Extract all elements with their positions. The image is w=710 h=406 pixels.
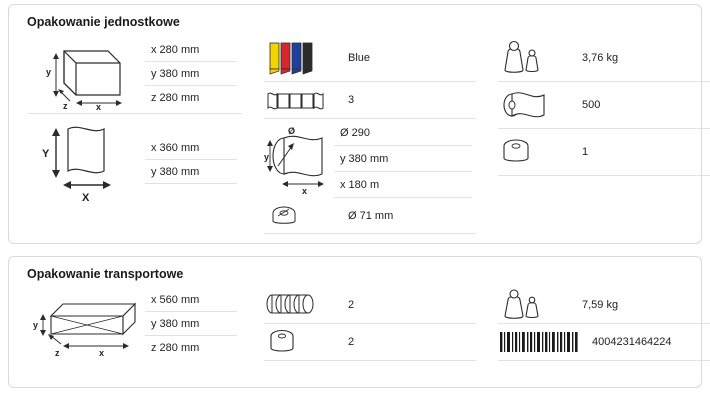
sheet-dimension-y: y 380 mm <box>145 160 237 184</box>
barcode-icon <box>498 330 582 354</box>
middle-column-transport <box>264 287 476 361</box>
row-transport-weight <box>498 287 710 324</box>
roll-dimension-group <box>264 119 476 199</box>
dimension-group-carton <box>27 287 242 361</box>
carton-dimension-x: x 560 mm <box>145 288 237 312</box>
row-roll-count <box>498 129 710 176</box>
dimension-values-carton <box>145 287 237 361</box>
svg-text:z: z <box>55 348 60 358</box>
row-weight <box>498 35 710 82</box>
rolls-group-value: 2 <box>348 299 355 311</box>
roll-sheets-value: 500 <box>582 99 601 111</box>
panel-body-transport-package <box>9 287 701 371</box>
sheet-xy-icon <box>27 114 145 206</box>
left-column-unit <box>19 35 242 206</box>
carton-3d-icon <box>27 287 145 361</box>
rolls-group-icon <box>264 290 334 320</box>
dimension-y: y 380 mm <box>145 62 237 86</box>
color-value: Blue <box>348 52 371 64</box>
single-roll-icon <box>264 326 334 358</box>
svg-text:X: X <box>82 192 90 204</box>
panel-title-unit-package: Opakowanie jednostkowe <box>27 15 180 29</box>
dimension-values-box <box>145 35 237 113</box>
single-roll-icon <box>498 134 568 170</box>
row-barcode <box>498 324 710 361</box>
row-rolls-group <box>264 287 476 324</box>
svg-text:y: y <box>33 320 39 330</box>
panel-unit-package <box>8 4 702 244</box>
roll-x-value: x 180 m <box>334 172 472 198</box>
sheet-dimension-x: x 360 mm <box>145 136 237 160</box>
folded-sheets-icon <box>264 86 334 114</box>
roll-dimension-values <box>334 119 472 199</box>
svg-text:y: y <box>264 152 270 162</box>
box-3d-icon <box>27 35 145 113</box>
svg-text:Ø: Ø <box>288 126 296 136</box>
middle-column-unit <box>264 35 476 234</box>
dimension-z: z 280 mm <box>151 92 200 104</box>
roll-diameter-icon <box>264 119 334 199</box>
transport-roll-count-value: 2 <box>348 336 355 348</box>
weight-scale-icon <box>498 38 568 78</box>
panel-body-unit-package <box>9 35 701 244</box>
right-column-unit <box>498 35 710 176</box>
barcode-value: 4004231464224 <box>592 336 672 348</box>
color-swatches-icon <box>264 39 334 77</box>
row-sheet-count <box>264 82 476 119</box>
transport-weight-value: 7,59 kg <box>582 299 619 311</box>
svg-text:x: x <box>99 348 105 358</box>
weight-scale-icon <box>498 288 568 322</box>
sheet-count-value: 3 <box>348 94 355 106</box>
roll-diameter-value: Ø 290 <box>334 120 472 146</box>
weight-value: 3,76 kg <box>582 52 619 64</box>
dimension-group-box <box>27 35 242 114</box>
row-transport-roll-count <box>264 324 476 361</box>
roll-count-value: 1 <box>582 146 589 158</box>
svg-text:Y: Y <box>42 148 50 160</box>
svg-text:x: x <box>302 186 308 196</box>
row-core-diameter <box>264 199 476 234</box>
roll-y-value: y 380 mm <box>334 146 472 172</box>
dimension-group-sheet <box>27 114 242 206</box>
right-column-transport <box>498 287 710 361</box>
svg-text:x: x <box>96 102 102 111</box>
dimension-x: x 280 mm <box>145 38 237 62</box>
left-column-transport <box>19 287 242 361</box>
row-roll-sheets <box>498 82 710 129</box>
roll-sheets-icon <box>498 87 568 123</box>
dimension-values-sheet <box>145 114 237 206</box>
svg-text:y: y <box>46 67 52 77</box>
core-diameter-value: Ø 71 mm <box>348 210 394 222</box>
panel-transport-package <box>8 256 702 388</box>
carton-dimension-y: y 380 mm <box>145 312 237 336</box>
svg-text:z: z <box>63 101 68 111</box>
panel-title-transport-package: Opakowanie transportowe <box>27 267 184 281</box>
row-color <box>264 35 476 82</box>
core-roll-icon <box>264 201 334 231</box>
carton-dimension-z: z 280 mm <box>151 342 200 354</box>
